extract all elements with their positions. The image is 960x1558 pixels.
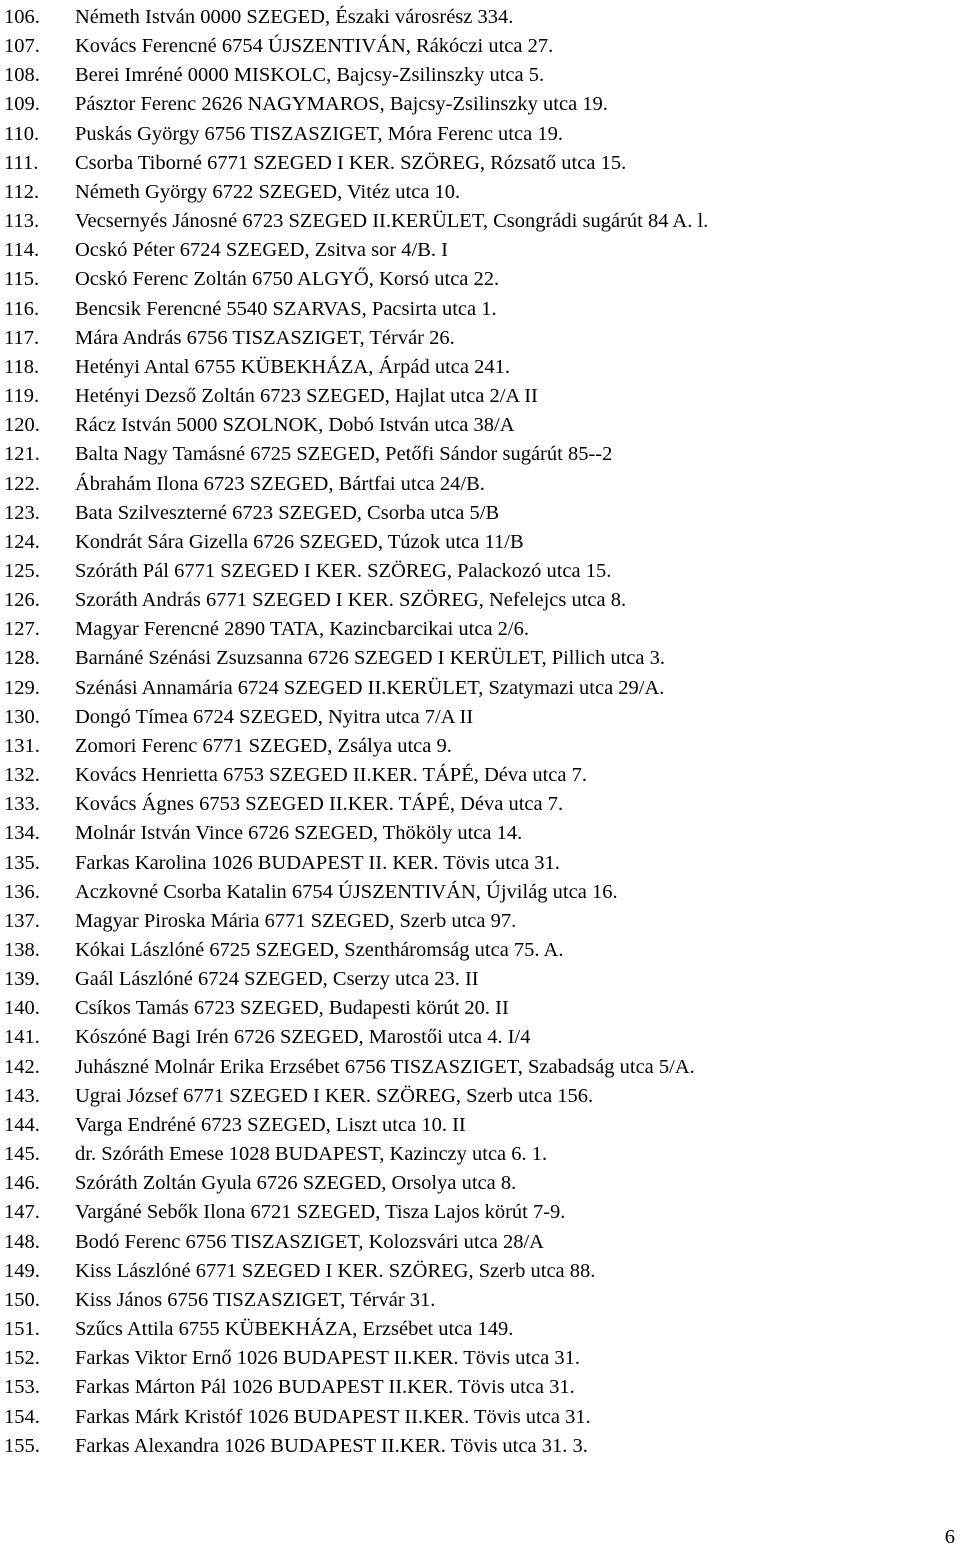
entry-text: Kondrát Sára Gizella 6726 SZEGED, Túzok utca 11/B xyxy=(75,530,524,553)
entry-text: Ocskó Péter 6724 SZEGED, Zsitva sor 4/B. I xyxy=(75,239,448,262)
entry-text: Hetényi Dezső Zoltán 6723 SZEGED, Hajlat utca 2/A II xyxy=(75,385,538,408)
entry-number: 148. xyxy=(4,1230,40,1253)
entry-number: 142. xyxy=(4,1055,40,1078)
entry-text: Magyar Ferencné 2890 TATA, Kazincbarcikai utca 2/6. xyxy=(75,618,530,641)
entry-number: 147. xyxy=(4,1201,40,1224)
entry-text: Farkas Alexandra 1026 BUDAPEST II.KER. Tövis utca 31. 3. xyxy=(75,1434,588,1457)
entry-text: Rácz István 5000 SZOLNOK, Dobó István utca 38/A xyxy=(75,414,515,437)
list-item xyxy=(0,470,708,499)
list-item xyxy=(0,1403,708,1432)
entry-number: 115. xyxy=(4,268,40,291)
entry-text: Farkas Karolina 1026 BUDAPEST II. KER. Tövis utca 31. xyxy=(75,851,560,874)
list-item xyxy=(0,1198,708,1227)
list-item xyxy=(0,674,708,703)
entry-text: Aczkovné Csorba Katalin 6754 ÚJSZENTIVÁN, Újvilág utca 16. xyxy=(75,880,618,903)
entry-number: 125. xyxy=(4,559,40,582)
list-item xyxy=(0,586,708,615)
list-item xyxy=(0,178,708,207)
entry-text: Farkas Viktor Ernő 1026 BUDAPEST II.KER. Tövis utca 31. xyxy=(75,1347,580,1370)
list-item xyxy=(0,149,708,178)
list-item xyxy=(0,499,708,528)
entry-text: Kószóné Bagi Irén 6726 SZEGED, Marostői utca 4. I/4 xyxy=(75,1026,531,1049)
list-item xyxy=(0,236,708,265)
entry-text: Szénási Annamária 6724 SZEGED II.KERÜLET, Szatymazi utca 29/A. xyxy=(75,676,665,699)
entry-number: 138. xyxy=(4,939,40,961)
list-item xyxy=(0,1082,708,1111)
entry-text: Németh István 0000 SZEGED, Északi városrész 334. xyxy=(75,6,514,28)
entry-text: Kiss János 6756 TISZASZIGET, Térvár 31. xyxy=(75,1288,436,1311)
entry-text: Juhászné Molnár Erika Erzsébet 6756 TISZASZIGET, Szabadság utca 5/A. xyxy=(75,1055,695,1078)
entry-number: 122. xyxy=(4,472,40,495)
entry-text: Kiss Lászlóné 6771 SZEGED I KER. SZÖREG, Szerb utca 88. xyxy=(75,1259,596,1282)
entry-number: 126. xyxy=(4,589,40,612)
entry-text: Magyar Piroska Mária 6771 SZEGED, Szerb utca 97. xyxy=(75,909,517,932)
entry-text: Balta Nagy Tamásné 6725 SZEGED, Petőfi Sándor sugárút 85--2 xyxy=(75,443,613,466)
entry-number: 143. xyxy=(4,1084,40,1107)
list-item xyxy=(0,1257,708,1286)
entry-text: Szűcs Attila 6755 KÜBEKHÁZA, Erzsébet utca 149. xyxy=(75,1318,514,1341)
list-item xyxy=(0,907,708,936)
entry-text: Kovács Ágnes 6753 SZEGED II.KER. TÁPÉ, Déva utca 7. xyxy=(75,793,564,816)
list-item xyxy=(0,761,708,790)
list-item xyxy=(0,61,708,90)
entry-text: Kovács Ferencné 6754 ÚJSZENTIVÁN, Rákóczi utca 27. xyxy=(75,35,554,58)
entry-number: 118. xyxy=(4,355,40,378)
list-item xyxy=(0,1023,708,1052)
entry-text: Szóráth Pál 6771 SZEGED I KER. SZÖREG, Palackozó utca 15. xyxy=(75,559,612,582)
list-item xyxy=(0,557,708,586)
entry-text: Ugrai József 6771 SZEGED I KER. SZÖREG, Szerb utca 156. xyxy=(75,1084,594,1107)
list-item xyxy=(0,207,708,236)
entry-text: Farkas Márton Pál 1026 BUDAPEST II.KER. Tövis utca 31. xyxy=(75,1376,575,1399)
entry-text: Puskás György 6756 TISZASZIGET, Móra Ferenc utca 19. xyxy=(75,122,563,145)
entry-text: Ocskó Ferenc Zoltán 6750 ALGYŐ, Korsó utca 22. xyxy=(75,268,500,291)
entry-number: 134. xyxy=(4,822,40,845)
list-item xyxy=(0,382,708,411)
list-item xyxy=(0,1432,708,1461)
entry-number: 155. xyxy=(4,1434,40,1457)
entry-text: Bata Szilveszterné 6723 SZEGED, Csorba utca 5/B xyxy=(75,501,500,524)
entry-number: 154. xyxy=(4,1405,40,1428)
list-item xyxy=(0,819,708,848)
entry-text: dr. Szóráth Emese 1028 BUDAPEST, Kazinczy utca 6. 1. xyxy=(75,1143,548,1166)
list-item xyxy=(0,120,708,149)
entry-number: 107. xyxy=(4,35,40,58)
entry-text: Farkas Márk Kristóf 1026 BUDAPEST II.KER. Tövis utca 31. xyxy=(75,1405,591,1428)
entry-text: Bencsik Ferencné 5540 SZARVAS, Pacsirta utca 1. xyxy=(75,297,497,320)
entry-text: Szóráth Zoltán Gyula 6726 SZEGED, Orsolya utca 8. xyxy=(75,1172,517,1195)
list-item xyxy=(0,878,708,907)
list-item xyxy=(0,1169,708,1198)
entry-text: Kókai Lászlóné 6725 SZEGED, Szentháromság utca 75. A. xyxy=(75,939,564,961)
entry-number: 124. xyxy=(4,530,40,553)
entry-number: 146. xyxy=(4,1172,40,1195)
entry-number: 145. xyxy=(4,1143,40,1166)
entry-text: Vargáné Sebők Ilona 6721 SZEGED, Tisza Lajos körút 7-9. xyxy=(75,1201,566,1224)
entry-text: Hetényi Antal 6755 KÜBEKHÁZA, Árpád utca 241. xyxy=(75,355,510,378)
entry-number: 116. xyxy=(4,297,40,320)
entry-text: Csíkos Tamás 6723 SZEGED, Budapesti körút 20. II xyxy=(75,997,509,1020)
entry-number: 140. xyxy=(4,997,40,1020)
entry-number: 133. xyxy=(4,793,40,816)
entry-number: 136. xyxy=(4,880,40,903)
entry-number: 113. xyxy=(4,210,40,233)
list-item xyxy=(0,965,708,994)
entry-number: 131. xyxy=(4,734,40,757)
page-number: 6 xyxy=(944,1526,955,1548)
entry-number: 130. xyxy=(4,705,40,728)
entry-text: Pásztor Ferenc 2626 NAGYMAROS, Bajcsy-Zsilinszky utca 19. xyxy=(75,93,608,116)
list-item xyxy=(0,324,708,353)
entry-text: Gaál Lászlóné 6724 SZEGED, Cserzy utca 23. II xyxy=(75,968,479,991)
list-item xyxy=(0,411,708,440)
list-item xyxy=(0,1053,708,1082)
list-item xyxy=(0,1228,708,1257)
list-item xyxy=(0,440,708,469)
list-item xyxy=(0,790,708,819)
entry-number: 109. xyxy=(4,93,40,116)
entry-number: 129. xyxy=(4,676,40,699)
entry-text: Molnár István Vince 6726 SZEGED, Thököly utca 14. xyxy=(75,822,523,845)
entry-text: Barnáné Szénási Zsuzsanna 6726 SZEGED I KERÜLET, Pillich utca 3. xyxy=(75,647,665,670)
entry-number: 135. xyxy=(4,851,40,874)
entry-number: 149. xyxy=(4,1259,40,1282)
list-item xyxy=(0,3,708,32)
entry-number: 121. xyxy=(4,443,40,466)
entry-text: Vecsernyés Jánosné 6723 SZEGED II.KERÜLET, Csongrádi sugárút 84 A. l. xyxy=(75,210,709,233)
entry-text: Kovács Henrietta 6753 SZEGED II.KER. TÁPÉ, Déva utca 7. xyxy=(75,764,587,787)
entry-number: 110. xyxy=(4,122,40,145)
list-item xyxy=(0,353,708,382)
list-item xyxy=(0,936,708,965)
list-item xyxy=(0,528,708,557)
entry-number: 112. xyxy=(4,180,40,203)
list-item xyxy=(0,615,708,644)
entry-number: 111. xyxy=(4,151,39,174)
entry-text: Varga Endréné 6723 SZEGED, Liszt utca 10. II xyxy=(75,1113,466,1136)
list-item xyxy=(0,1111,708,1140)
list-item xyxy=(0,703,708,732)
list-item xyxy=(0,1344,708,1373)
list-item xyxy=(0,1286,708,1315)
entry-text: Szoráth András 6771 SZEGED I KER. SZÖREG, Nefelejcs utca 8. xyxy=(75,589,627,612)
entry-number: 108. xyxy=(4,64,40,87)
entry-number: 141. xyxy=(4,1026,40,1049)
entry-text: Berei Imréné 0000 MISKOLC, Bajcsy-Zsilinszky utca 5. xyxy=(75,64,545,87)
list-item xyxy=(0,295,708,324)
entry-number: 120. xyxy=(4,414,40,437)
list-item xyxy=(0,32,708,61)
entry-text: Dongó Tímea 6724 SZEGED, Nyitra utca 7/A II xyxy=(75,705,474,728)
list-item xyxy=(0,732,708,761)
entry-text: Zomori Ferenc 6771 SZEGED, Zsálya utca 9. xyxy=(75,734,452,757)
entry-number: 151. xyxy=(4,1318,40,1341)
list-item xyxy=(0,1373,708,1402)
entry-number: 139. xyxy=(4,968,40,991)
list-item xyxy=(0,994,708,1023)
entry-text: Németh György 6722 SZEGED, Vitéz utca 10. xyxy=(75,180,461,203)
entry-number: 150. xyxy=(4,1288,40,1311)
entry-text: Mára András 6756 TISZASZIGET, Térvár 26. xyxy=(75,326,455,349)
list-item xyxy=(0,265,708,294)
entry-number: 127. xyxy=(4,618,40,641)
list-item xyxy=(0,90,708,119)
list-item xyxy=(0,1315,708,1344)
entry-number: 152. xyxy=(4,1347,40,1370)
entry-number: 144. xyxy=(4,1113,40,1136)
entry-number: 137. xyxy=(4,909,40,932)
entry-number: 114. xyxy=(4,239,40,262)
entry-number: 128. xyxy=(4,647,40,670)
entry-number: 123. xyxy=(4,501,40,524)
entry-number: 132. xyxy=(4,764,40,787)
address-list xyxy=(0,3,708,1461)
list-item xyxy=(0,849,708,878)
entry-text: Bodó Ferenc 6756 TISZASZIGET, Kolozsvári utca 28/A xyxy=(75,1230,544,1253)
list-item xyxy=(0,1140,708,1169)
entry-text: Csorba Tiborné 6771 SZEGED I KER. SZÖREG, Rózsatő utca 15. xyxy=(75,151,627,174)
entry-number: 106. xyxy=(4,6,40,28)
entry-number: 117. xyxy=(4,326,40,349)
entry-number: 119. xyxy=(4,385,40,408)
list-item xyxy=(0,644,708,673)
entry-text: Ábrahám Ilona 6723 SZEGED, Bártfai utca 24/B. xyxy=(75,472,485,495)
entry-number: 153. xyxy=(4,1376,40,1399)
